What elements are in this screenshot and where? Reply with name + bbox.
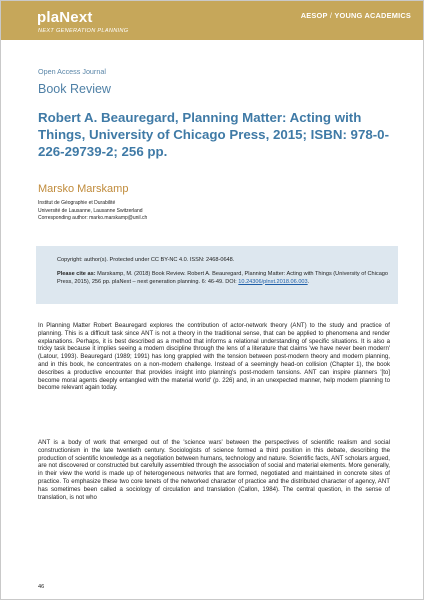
publisher-separator: / [327,11,335,20]
publisher-label [301,11,411,20]
cite-body: Marskamp, M. (2018) Book Review. Robert A. Beauregard, Planning Matter: Acting with Things (University of Chicago Press, 2015), 256 pp. plaNext – next generation planning. 6: 46-49. DOI: [57,271,389,285]
section-label: Book Review [38,82,111,96]
body-paragraph-2: ANT is a body of work that emerged out of the 'science wars' between the perspectives of scientific realism and social constructionism in the late twentieth century. Sociologists of science formed a third position in this debate, describing the production of scientific knowledge as a negotiation between humans, technology and nature. Scientific facts, ANT scholars argued, are not discovered or constructed but carefully assembled through the association of social and material elements. More generally, in their view the world is made up of heterogeneous networks that are formed, negotiated and maintained in concrete sites of practice. To emphasize these two core tenets of the networked character of practice and the distributed character of agency, ANT has sometimes been called a sociology of circulation and translation (Callon, 1984). The central question, in the sense of translation, is not who [38,439,390,501]
publisher-aesop: AESOP [300,11,328,20]
affiliation-line-1: Institut de Géographie et Durabilité [38,200,116,206]
corresponding-author: Corresponding author: marko.marskamp@unil.ch [38,215,148,222]
publisher-young-academics: YOUNG ACADEMICS [334,11,411,20]
journal-tagline: NEXT GENERATION PLANNING [38,28,129,34]
copyright-notice: Copyright: author(s). Protected under CC BY-NC 4.0. ISSN: 2468-0648. [57,257,235,263]
doi-link[interactable]: 10.24306/plnxt.2018.06.003 [238,278,308,285]
citation-text [57,271,397,286]
journal-type: Open Access Journal [38,67,106,76]
affiliation-line-2: Université de Lausanne, Lausanne Switzerland [38,207,143,214]
page-number: 46 [38,584,45,590]
journal-logo: plaNext [37,9,93,26]
author-name: Marsko Marskamp [38,183,129,195]
body-paragraph-1: In Planning Matter Robert Beauregard explores the contribution of actor-network theory (ANT) to the study and practice of planning. This is a difficult task since ANT is not a theory in the traditional sense, that can be applied to phenomena and render explanations. Perhaps, it is best described as a method that informs a relational understanding of specific situations. It is also a tricky task because it implies seeing a modern discipline through the lens of a literature that claims 'we have never been modern' (Latour, 1993). Beauregard (1989; 1991) has long grappled with the tension between post-modern theory and modern planning, and in this book, he concentrates on a non-modern challenge. Instead of a seemingly head-on collision (Chapter 1), the book describes a productive encounter that provides insight into planning's post-modern tensions. ANT can inspire planners '[to] become moral agents deeply entangled with the material world' (p. 226) and, in an unexpected manner, help modern planning to become relevant again today. [38,322,390,392]
cite-suffix: . [307,278,310,285]
article-title: Robert A. Beauregard, Planning Matter: Acting with Things, University of Chicago Press, 2015; ISBN: 978-0-226-29739-2; 256 pp. [38,110,389,159]
cite-label: Please cite as: [57,271,96,277]
author-affiliation [38,200,147,223]
